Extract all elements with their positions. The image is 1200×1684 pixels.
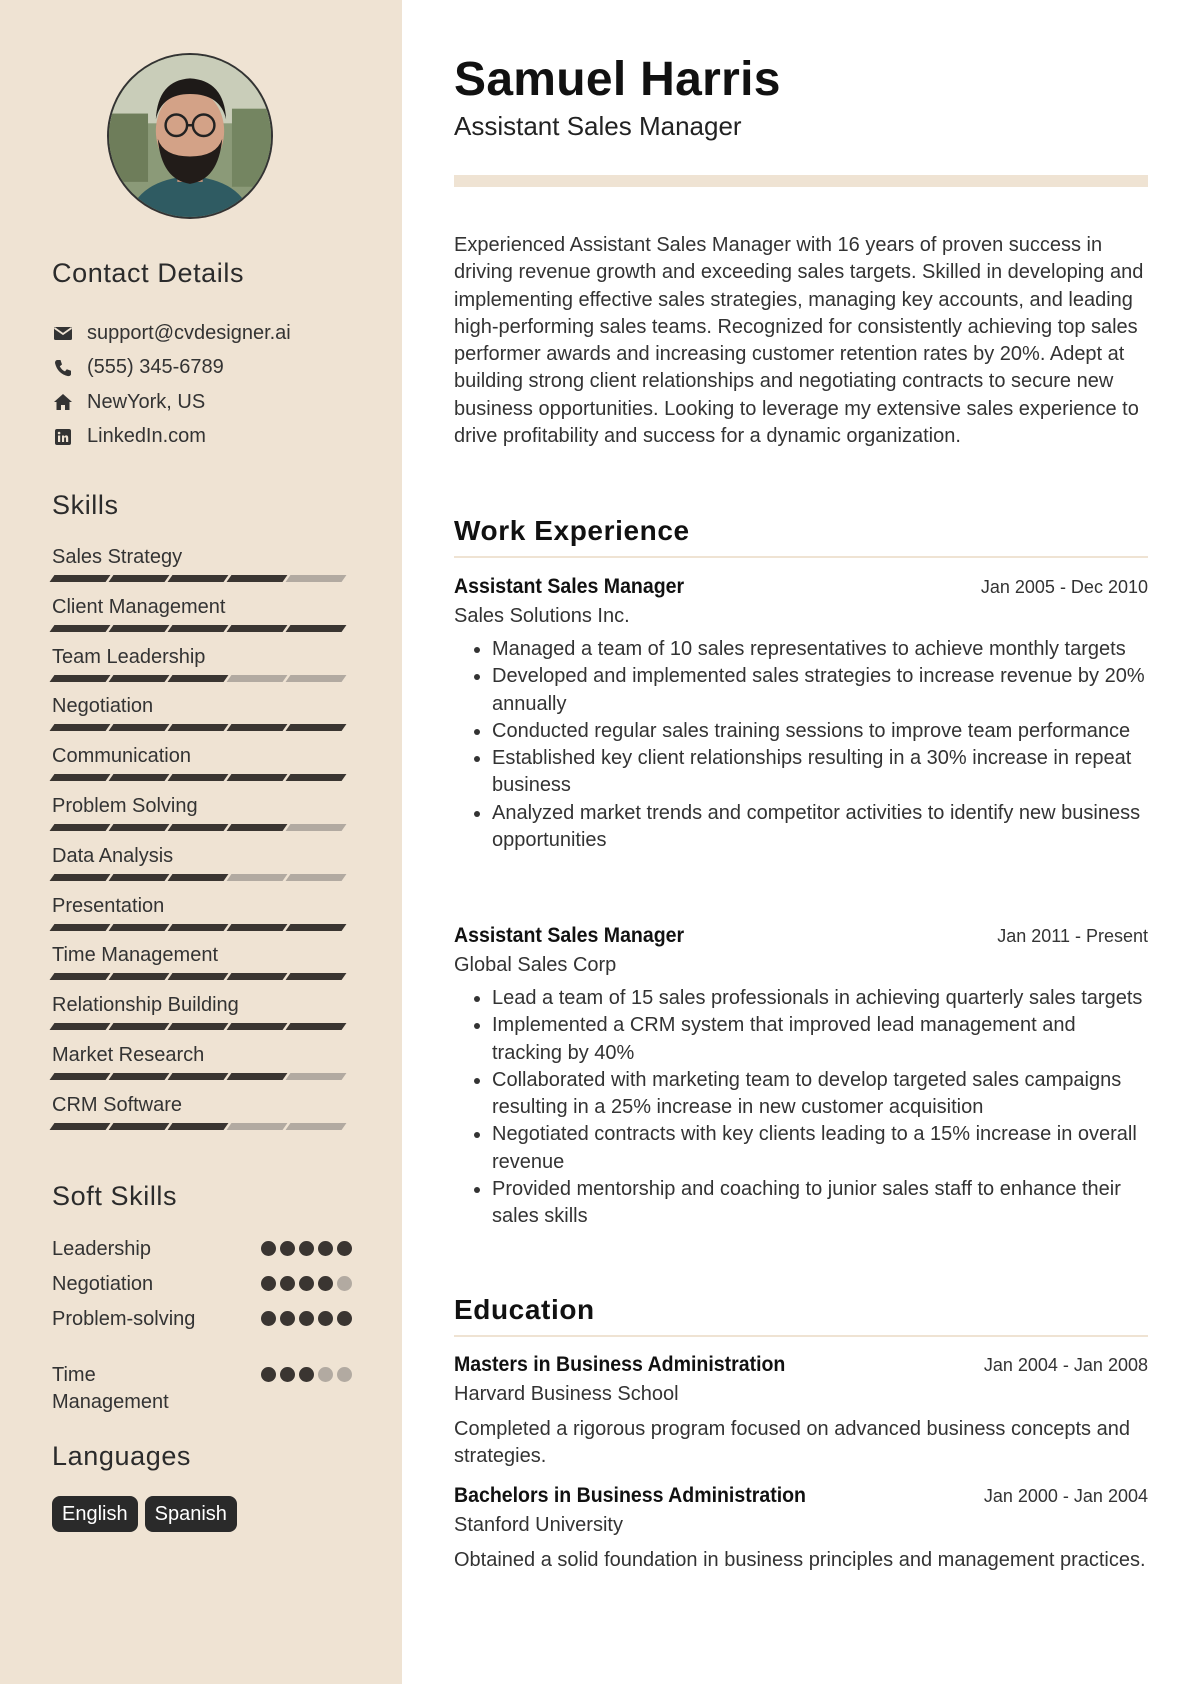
job-entry xyxy=(454,924,1148,1231)
skill-level-bar xyxy=(52,1023,352,1030)
skill-level-segment xyxy=(50,924,111,931)
rating-dot xyxy=(261,1311,276,1326)
skill-level-segment xyxy=(168,1123,229,1130)
profile-summary: Experienced Assistant Sales Manager with 16 years of proven success in driving revenue growth and exceeding sales targets. Skilled in developing and implementing effective sales strategies, managing key accounts, and leading high-performing sales teams. Recognized for consistently achieving top sales performer awards and increasing customer retention rates by 20%. Adept at building strong client relationships and negotiating contracts to secure new business opportunities. Looking to leverage my extensive sales experience to drive profitability and success for a dynamic organization. xyxy=(454,234,1144,448)
skill-level-bar xyxy=(52,1073,352,1080)
soft-skill-name: Time Management xyxy=(52,1364,169,1413)
skill-name: Problem Solving xyxy=(52,794,198,817)
skill-level-segment xyxy=(286,924,347,931)
soft-skill-name: Leadership xyxy=(52,1238,151,1260)
contact-location-text: NewYork, US xyxy=(87,390,206,413)
soft-skill-name: Problem-solving xyxy=(52,1308,196,1330)
skill-level-segment xyxy=(227,575,288,582)
skill-level-bar xyxy=(52,973,352,980)
envelope-icon xyxy=(52,322,74,344)
rating-dot xyxy=(299,1311,314,1326)
job-bullet: • Collaborated with marketing team to develop targeted sales campaigns resulting in a 25% increase in new customer acquisition xyxy=(492,1067,1148,1122)
job-bullet: • Managed a team of 10 sales representatives to achieve monthly targets xyxy=(492,636,1148,663)
rating-dot xyxy=(280,1367,295,1382)
avatar-photo xyxy=(109,55,271,217)
rating-dot xyxy=(318,1241,333,1256)
skill-level-segment xyxy=(168,774,229,781)
work-experience-heading: Work Experience xyxy=(454,515,690,546)
education-entry xyxy=(454,1353,1148,1471)
rating-dot xyxy=(299,1276,314,1291)
soft-skill-item xyxy=(52,1362,352,1418)
skill-level-segment xyxy=(109,625,170,632)
skill-level-segment xyxy=(286,1073,347,1080)
education-description: Completed a rigorous program focused on advanced business concepts and strategies. xyxy=(454,1418,1130,1468)
skill-level-segment xyxy=(227,824,288,831)
contact-linkedin-text: LinkedIn.com xyxy=(87,425,206,448)
skill-level-segment xyxy=(227,724,288,731)
rating-dot xyxy=(337,1311,352,1326)
degree-title: Bachelors in Business Administration xyxy=(454,1484,806,1507)
skill-level-segment xyxy=(109,874,170,881)
skill-level-segment xyxy=(286,874,347,881)
skill-level-segment xyxy=(227,1073,288,1080)
skill-level-segment xyxy=(168,675,229,682)
skill-level-segment xyxy=(286,973,347,980)
skill-item xyxy=(52,991,352,1041)
job-bullets xyxy=(454,636,1148,854)
skill-name: Relationship Building xyxy=(52,994,239,1017)
skill-item xyxy=(52,1041,352,1091)
skill-level-segment xyxy=(109,724,170,731)
education-dates: Jan 2000 - Jan 2004 xyxy=(983,1486,1148,1506)
job-company: Sales Solutions Inc. xyxy=(454,605,630,627)
section-divider xyxy=(454,556,1148,558)
skill-level-segment xyxy=(109,675,170,682)
job-entry xyxy=(454,575,1148,854)
skill-level-segment xyxy=(109,774,170,781)
skill-name: Time Management xyxy=(52,944,218,967)
soft-skill-rating xyxy=(261,1276,352,1291)
skill-level-bar xyxy=(52,724,352,731)
skill-item xyxy=(52,842,352,892)
job-title: Assistant Sales Manager xyxy=(454,575,685,598)
rating-dot xyxy=(261,1276,276,1291)
rating-dot xyxy=(337,1241,352,1256)
education-entry xyxy=(454,1484,1148,1574)
skill-level-bar xyxy=(52,924,352,931)
skill-level-bar xyxy=(52,874,352,881)
skill-level-segment xyxy=(286,575,347,582)
linkedin-icon xyxy=(52,426,74,448)
skill-level-segment xyxy=(50,973,111,980)
job-bullet: • Developed and implemented sales strategies to increase revenue by 20% annually xyxy=(492,663,1148,718)
skill-level-bar xyxy=(52,625,352,632)
phone-icon xyxy=(52,357,74,379)
skill-name: Client Management xyxy=(52,595,226,618)
job-bullet: • Conducted regular sales training sessions to improve team performance xyxy=(492,718,1148,745)
skill-name: CRM Software xyxy=(52,1093,183,1116)
skill-item xyxy=(52,892,352,942)
skill-level-segment xyxy=(50,724,111,731)
skill-level-segment xyxy=(109,1123,170,1130)
skill-name: Sales Strategy xyxy=(52,546,183,568)
skill-level-segment xyxy=(50,575,111,582)
rating-dot xyxy=(318,1367,333,1382)
skill-level-segment xyxy=(109,973,170,980)
skill-level-segment xyxy=(227,1123,288,1130)
skill-level-segment xyxy=(109,1023,170,1030)
skill-level-segment xyxy=(227,924,288,931)
soft-skill-rating xyxy=(261,1367,352,1382)
job-bullet: • Negotiated contracts with key clients leading to a 15% increase in overall revenue xyxy=(492,1121,1148,1176)
skill-level-segment xyxy=(109,824,170,831)
skill-level-segment xyxy=(168,575,229,582)
skills-list xyxy=(52,543,352,1141)
rating-dot xyxy=(337,1367,352,1382)
school-name: Stanford University xyxy=(454,1514,623,1536)
skill-level-segment xyxy=(50,874,111,881)
job-dates: Jan 2011 - Present xyxy=(997,926,1148,946)
school-name: Harvard Business School xyxy=(454,1383,679,1405)
contact-email-text: support@cvdesigner.ai xyxy=(87,321,291,344)
skill-level-segment xyxy=(168,625,229,632)
job-bullets xyxy=(454,985,1148,1231)
rating-dot xyxy=(261,1241,276,1256)
avatar xyxy=(107,53,273,219)
skill-level-segment xyxy=(168,924,229,931)
skill-level-segment xyxy=(168,973,229,980)
skill-level-bar xyxy=(52,575,352,582)
soft-skills-list xyxy=(52,1236,352,1418)
job-bullet: • Implemented a CRM system that improved lead management and tracking by 40% xyxy=(492,1012,1148,1067)
skill-level-segment xyxy=(286,1023,347,1030)
skill-level-segment xyxy=(286,675,347,682)
languages-heading: Languages xyxy=(52,1441,192,1471)
skill-level-bar xyxy=(52,675,352,682)
sidebar xyxy=(0,0,402,1684)
skill-name: Presentation xyxy=(52,894,165,917)
skill-level-segment xyxy=(286,1123,347,1130)
soft-skill-item xyxy=(52,1271,352,1306)
skill-level-segment xyxy=(109,1073,170,1080)
skill-level-bar xyxy=(52,1123,352,1130)
skill-level-segment xyxy=(109,924,170,931)
rating-dot xyxy=(261,1367,276,1382)
rating-dot xyxy=(318,1311,333,1326)
candidate-name: Samuel Harris xyxy=(454,53,781,106)
skill-name: Data Analysis xyxy=(52,844,174,867)
skill-item xyxy=(52,593,352,643)
contact-phone[interactable] xyxy=(52,351,372,386)
skill-level-segment xyxy=(227,774,288,781)
contact-location xyxy=(52,385,372,420)
skill-level-segment xyxy=(50,1123,111,1130)
language-badge: English xyxy=(52,1496,138,1532)
rating-dot xyxy=(280,1241,295,1256)
skill-level-segment xyxy=(168,874,229,881)
skill-item xyxy=(52,941,352,991)
skill-item xyxy=(52,543,352,593)
skill-level-segment xyxy=(227,675,288,682)
contact-heading: Contact Details xyxy=(52,258,245,288)
skill-item xyxy=(52,692,352,742)
skill-name: Market Research xyxy=(52,1043,205,1066)
skill-level-segment xyxy=(168,724,229,731)
job-company: Global Sales Corp xyxy=(454,954,617,976)
skill-level-segment xyxy=(168,1073,229,1080)
contact-email[interactable] xyxy=(52,316,372,351)
skill-level-segment xyxy=(227,1023,288,1030)
skill-level-segment xyxy=(50,824,111,831)
job-dates: Jan 2005 - Dec 2010 xyxy=(980,577,1148,597)
contact-list xyxy=(52,316,372,454)
degree-title: Masters in Business Administration xyxy=(454,1353,786,1376)
skill-level-segment xyxy=(50,625,111,632)
soft-skill-item xyxy=(52,1306,352,1362)
skill-level-segment xyxy=(50,774,111,781)
skill-item xyxy=(52,643,352,693)
rating-dot xyxy=(280,1311,295,1326)
skill-level-segment xyxy=(168,824,229,831)
contact-linkedin[interactable] xyxy=(52,420,372,455)
language-badge: Spanish xyxy=(145,1496,237,1532)
skill-level-segment xyxy=(286,625,347,632)
job-bullet: • Analyzed market trends and competitor activities to identify new business opportunities xyxy=(492,800,1148,855)
skill-level-segment xyxy=(50,675,111,682)
contact-phone-text: (555) 345-6789 xyxy=(87,356,224,379)
home-icon xyxy=(52,391,74,413)
skill-name: Negotiation xyxy=(52,695,154,718)
job-bullet: • Established key client relationships resulting in a 30% increase in repeat business xyxy=(492,745,1148,800)
skill-level-segment xyxy=(227,874,288,881)
rating-dot xyxy=(280,1276,295,1291)
soft-skill-name: Negotiation xyxy=(52,1273,154,1295)
main-content xyxy=(454,0,1148,1684)
education-dates: Jan 2004 - Jan 2008 xyxy=(983,1355,1148,1375)
rating-dot xyxy=(299,1241,314,1256)
section-divider xyxy=(454,1335,1148,1337)
skill-level-segment xyxy=(227,973,288,980)
rating-dot xyxy=(299,1367,314,1382)
skill-level-segment xyxy=(227,625,288,632)
skill-level-segment xyxy=(50,1023,111,1030)
skills-heading: Skills xyxy=(52,490,119,520)
skill-level-segment xyxy=(109,575,170,582)
skill-name: Communication xyxy=(52,745,191,768)
skill-item xyxy=(52,1091,352,1141)
skill-level-bar xyxy=(52,774,352,781)
rating-dot xyxy=(318,1276,333,1291)
skill-level-segment xyxy=(286,824,347,831)
soft-skill-item xyxy=(52,1236,352,1271)
skill-level-segment xyxy=(286,724,347,731)
skill-level-bar xyxy=(52,824,352,831)
languages-list xyxy=(52,1496,237,1532)
skill-level-segment xyxy=(168,1023,229,1030)
skill-level-segment xyxy=(286,774,347,781)
soft-skill-rating xyxy=(261,1241,352,1256)
rating-dot xyxy=(337,1276,352,1291)
job-title: Assistant Sales Manager xyxy=(454,924,685,947)
education-description: Obtained a solid foundation in business principles and management practices. xyxy=(454,1549,1146,1571)
soft-skill-rating xyxy=(261,1311,352,1326)
soft-skills-heading: Soft Skills xyxy=(52,1181,178,1211)
skill-level-segment xyxy=(50,1073,111,1080)
header-divider xyxy=(454,175,1148,187)
skill-item xyxy=(52,792,352,842)
job-bullet: • Provided mentorship and coaching to junior sales staff to enhance their sales skills xyxy=(492,1176,1148,1231)
education-heading: Education xyxy=(454,1294,595,1325)
skill-name: Team Leadership xyxy=(52,645,206,668)
candidate-title: Assistant Sales Manager xyxy=(454,111,742,141)
skill-item xyxy=(52,742,352,792)
job-bullet: • Lead a team of 15 sales professionals in achieving quarterly sales targets xyxy=(492,985,1148,1012)
